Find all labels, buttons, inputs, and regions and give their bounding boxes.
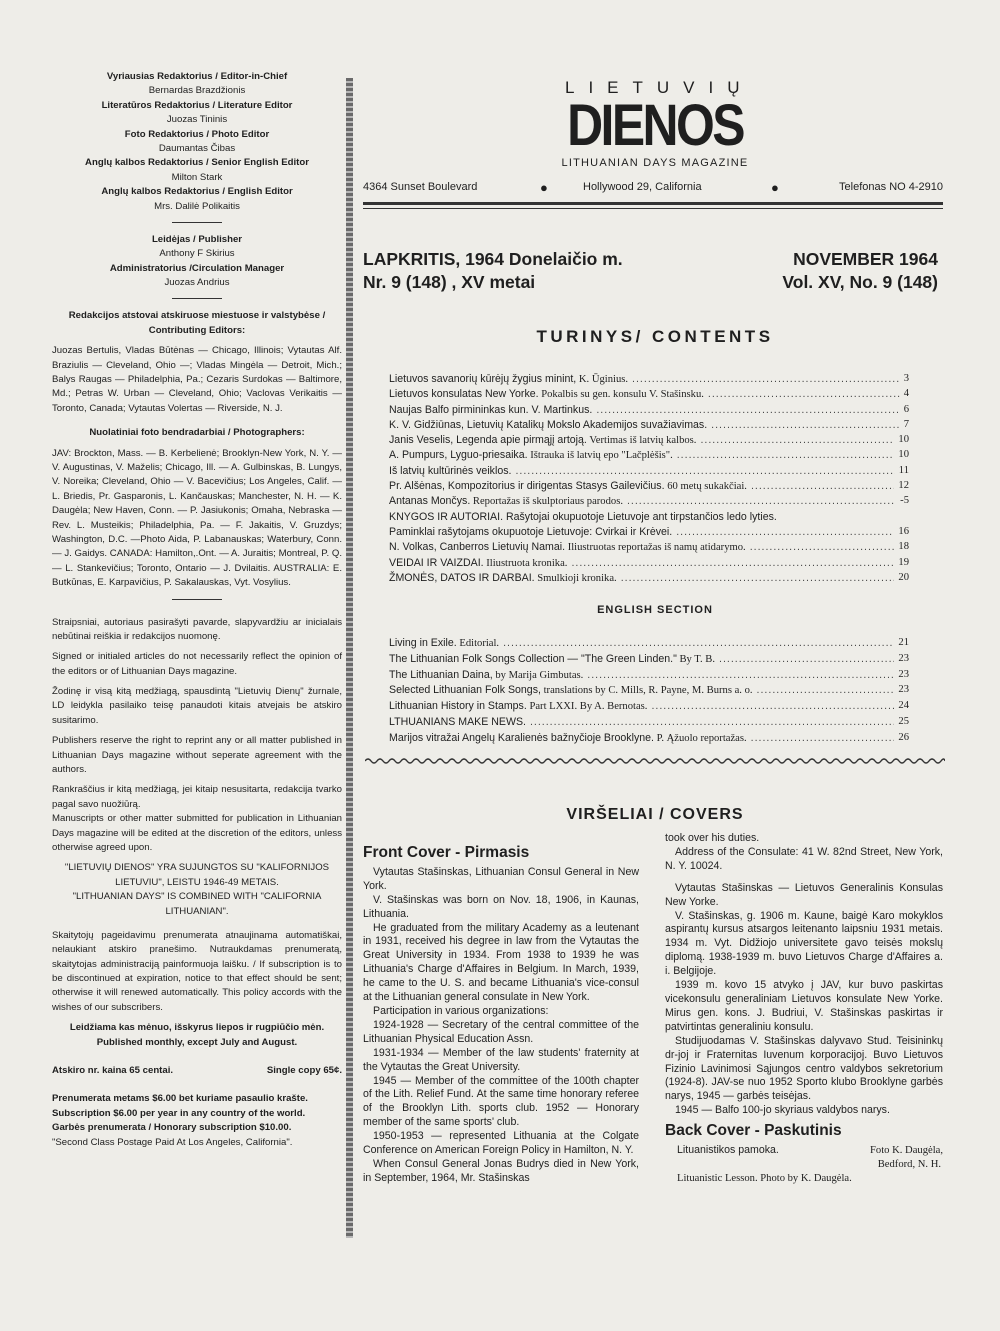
toc-dot-leader <box>700 433 894 448</box>
toc-entry <box>389 571 909 586</box>
toc-page-number: 23 <box>898 684 909 696</box>
toc-title-detail: Iliustruota kronika. <box>483 557 568 569</box>
toc-title-main: A. Pumpurs, Lyguo-priesaika. <box>389 449 528 462</box>
toc-title-detail: Iliustruotas reportažas iš namų atidarymo. <box>565 542 746 554</box>
consul-paragraph: V. Stašinskas, g. 1906 m. Kaune, baigė Karo mokyklos aspirantų kursus atsargos leitenanto laipsniu 1931 metais. 1934 m. Vyt. Didžiojo universitete gavo teisės mokslų diplomą. 1938-1939 m. buvo Lietuvos Charge d'Affaires a. i. Belgijoje. <box>665 909 943 978</box>
toc-title-detail: Vertimas iš latvių kalbos. <box>586 435 697 447</box>
toc-page-number: -5 <box>900 495 909 507</box>
toc-title-main: The Lithuanian Folk Songs Collection — "The Green Linden." <box>389 652 677 665</box>
toc-title-main: Paminklai rašytojams okupuotoje Lietuvoje: Cvirkai ir Krėvei. <box>389 525 673 538</box>
back-cover-caption-en: Lituanistic Lesson. Photo by K. Daugėla. <box>677 1172 852 1184</box>
toc-page-number: 4 <box>903 388 909 400</box>
front-cover-paragraph: 1931-1934 — Member of the law students' fraternity at the Vytautas the Great University. <box>363 1046 639 1073</box>
toc-page-number: 21 <box>898 637 909 648</box>
toc-title-main: The Lithuanian Daina, <box>389 668 493 681</box>
divider <box>172 222 222 223</box>
staff-name: Mrs. Dalilė Polikaitis <box>154 200 240 212</box>
toc-title-detail: By T. B. <box>676 653 716 665</box>
consul-paragraph: Address of the Consulate: 41 W. 82nd Street, New York, N. Y. 10024. <box>665 845 943 872</box>
front-cover-paragraph: He graduated from the military Academy as a leutenant in 1931, received his degree in law from the Vytautas the Great University in 1934. From 1938 to 1939 he was Lithuania's Charge d'Affaires in Belgium. In March, 1939, he came to the U. S. and became Lithuania's vice-consul at the Lithuanian general consulate in New York. <box>363 921 639 1004</box>
toc-title <box>389 668 583 684</box>
toc-title-detail: Pokalbis su gen. konsulu V. Stašinsku. <box>538 389 704 401</box>
issue-lt-date: LAPKRITIS, 1964 Donelaičio m. <box>363 249 623 269</box>
staff-name: Anthony F Skirius <box>159 248 235 260</box>
toc-entry <box>389 525 909 540</box>
front-cover-paragraph: 1924-1928 — Secretary of the central committee of the Lithuanian Physical Education Assn. <box>363 1018 639 1045</box>
english-section-title: ENGLISH SECTION <box>597 604 713 616</box>
toc-title-main: Lietuvos konsulatas New Yorke. <box>389 388 539 401</box>
toc-page-number: 26 <box>898 731 909 743</box>
note-signed-lt: Straipsniai, autoriaus pasirašyti pavarde, slapyvardžiu ar inicialais nebūtinai reiškia ir redakcijos nuomonę. <box>52 616 342 642</box>
staff-role: Anglų kalbos Redaktorius / Senior English Editor <box>85 157 309 169</box>
toc-title-detail: 60 metų sukakčiai. <box>664 481 747 493</box>
toc-page-number: 6 <box>903 403 909 415</box>
toc-entry <box>389 448 909 463</box>
toc-title <box>389 403 592 418</box>
front-cover-paragraph: 1950-1953 — represented Lithuania at the Colgate Conference on American Foreign Policy in Hamilton, N. Y. <box>363 1130 639 1157</box>
issue-lt-number: Nr. 9 (148) , XV metai <box>363 272 536 292</box>
toc-entry <box>389 683 909 699</box>
note-reprint-en: Publishers reserve the right to reprint any or all matter published in Lithuanian Days magazine without seperate agreement with the authors. <box>52 735 342 776</box>
phone-number: Telefonas NO 4-2910 <box>839 181 943 193</box>
note-manuscripts-en: Manuscripts or other matter submitted for publication in Lithuanian Days magazine will be edited at the discretion of the editors, unless otherwise agreed upon. <box>52 813 342 853</box>
toc-dot-leader <box>621 571 895 586</box>
toc-dot-leader <box>711 418 900 433</box>
toc-title-detail: K. Ūginius. <box>576 374 629 385</box>
front-cover-title: Front Cover - Pirmasis <box>363 844 530 861</box>
toc-title <box>389 387 704 402</box>
toc-title-main: Iš latvių kultūrinės veiklos. <box>389 464 512 477</box>
back-cover-caption-lt: Lituanistikos pamoka. <box>677 1144 779 1157</box>
publisher-list <box>52 233 342 291</box>
contents-list <box>389 372 909 586</box>
wavy-divider <box>365 755 945 767</box>
staff-role: Vyriausias Redaktorius / Editor-in-Chief <box>106 71 288 82</box>
issue-en-date: NOVEMBER 1964 <box>793 249 938 269</box>
editor-list <box>52 70 342 214</box>
toc-title-main: Antanas Mončys. <box>389 495 471 508</box>
contributing-editors-text: Juozas Bertulis, Vladas Būtėnas — Chicago, Illinois; Vytautas Alf. Braziulis — Cleveland, Ohio —; Vladas Mingėla — Detroit, Mich.; Balys Raugas — Philadelphia, Pa.; Cezaris Surdokas — Baltimore, Md.; Petras W. Urban — Cleveland, Ohio; Vaclovas Verikaitis — Toronto, Canada; Vytautas Volertas — Riverside, N. J. <box>52 345 342 414</box>
staff-name: Daumantas Čibas <box>158 142 236 154</box>
consul-paragraph: Vytautas Stašinskas — Lietuvos Generalinis Konsulas New Yorke. <box>665 881 943 908</box>
contributing-editors-title: Redakcijos atstovai atskiruose miestuose ir valstybėse / Contributing Editors: <box>68 310 326 336</box>
front-cover-paragraph: When Consul General Jonas Budrys died in New York, in September, 1964, Mr. Stašinskas <box>363 1157 639 1184</box>
staff-name: Milton Stark <box>171 171 223 183</box>
toc-title <box>389 699 647 715</box>
toc-title-main: Lithuanian History in Stamps. <box>389 700 527 713</box>
masthead-staff-column <box>52 70 342 1150</box>
toc-title <box>389 494 623 509</box>
right-cover-column <box>665 832 943 1186</box>
back-cover-credit <box>665 1144 943 1158</box>
issue-en <box>700 248 938 294</box>
covers-title: VIRŠELIAI / COVERS <box>566 806 744 823</box>
toc-title-detail: by Marija Gimbutas. <box>492 669 584 681</box>
toc-title-main: ŽMONĖS, DATOS IR DARBAI. <box>389 571 535 584</box>
toc-entry <box>389 668 909 684</box>
consul-paragraph: Studijuodamas V. Stašinskas dalyvavo Stud. Teisininkų dr-joj ir Fraternitas Iuvenum korporacijoj. Buvo Lietuvos Fizinio Lavinimosi Sąjungos centro valdybos sekretorium (1924-8). JAV-se nuo 1952 Sporto klubo Brooklyne garbės narys, 1945 — garbės teisėjas. <box>665 1034 943 1103</box>
bullet-icon: ● <box>540 180 548 195</box>
toc-title-detail: Smulkioji kronika. <box>534 572 617 584</box>
photographers-text: JAV: Brockton, Mass. — B. Kerbelienė; Brooklyn-New York, N. Y. — V. Augustinas, V. Maželis; Chicago, Ill. — A. Gulbinskas, B. Lungys, V. Noreika; Cleveland, Ohio — V. Bacevičius; Los Angeles, Calif. — L. Briedis, Pr. Gasparonis, L. Kančauskas; Manchester, N. H. — K. Daugėla; New Haven, Conn. — P. Jasiukonis; Omaha, Nebraska — Rev. L. Musteikis; Philadelphia, Pa. — F. Jakaitis, V. Gruzdys; Washington, D.C. —Photo Aida, P. Labanauskas; Waterbury, Conn. — J. Gaidys. CANADA: Hamilton,.Ont. — A. Juraitis; Montreal, P. Q. — L. Stankevičius; Toronto, Ontario — J. Dvilaitis. AUSTRALIA: E. Butkūnas, E. Karpavičius, P. Sakalauskas, Vyt. Vosylius. <box>52 447 342 589</box>
toc-page-number: 20 <box>898 571 909 583</box>
single-copy-en: Single copy 65¢. <box>266 1065 342 1077</box>
note-reprint-lt: Žodinę ir visą kitą medžiagą, spausdintą "Lietuvių Dienų" žurnale, LD leidykla pasilaiko teisę panaudoti kitais atvejais be atskiro susitarimo. <box>52 686 342 726</box>
toc-title-main: N. Volkas, Canberros Lietuvių Namai. <box>389 541 566 554</box>
toc-dot-leader <box>587 668 894 684</box>
staff-role: Anglų kalbos Redaktorius / English Editor <box>101 186 293 198</box>
masthead-rule <box>363 202 943 205</box>
note-manuscripts-lt: Rankraščius ir kitą medžiagą, jei kitaip nesusitarta, redakcija tvarko pagal savo nuožiūrą. <box>52 784 342 810</box>
price-line-1: Prenumerata metams $6.00 bet kuriame pasaulio krašte. <box>52 1093 308 1105</box>
toc-dot-leader <box>515 464 894 479</box>
toc-page-number: 3 <box>903 373 909 384</box>
note-signed-en: Signed or initialed articles do not necessarily reflect the opinion of the editors or of Lithuanian Days magazine. <box>52 651 342 677</box>
toc-page-number: 10 <box>898 434 909 446</box>
back-cover-photo-lt: Foto K. Daugėla, <box>870 1145 943 1157</box>
consul-paragraph: 1939 m. kovo 15 atvyko į JAV, kur buvo paskirtas vicekonsulu generaliniam Lietuvos konsulate New Yorke. Mirus gen. kons. J. Budriui, V. Stašinskas paskirtas ir patvirtintas generaliniu konsulu. <box>665 979 943 1033</box>
front-cover-text <box>363 866 639 1186</box>
toc-title-main: Living in Exile. <box>389 637 457 649</box>
toc-title <box>389 731 747 747</box>
front-cover-paragraph: 1945 — Member of the committee of the 100th chapter of the Lith. Relief Fund. At the same time honorary referee of the Brooklyn Lith. sports club. 1952 — Honorary member of the same sports' club. <box>363 1074 639 1129</box>
staff-name: Juozas Andrius <box>164 277 230 289</box>
toc-title-main: LTHUANIANS MAKE NEWS. <box>389 715 526 728</box>
photographers-title: Nuolatiniai foto bendradarbiai / Photographers: <box>89 427 305 439</box>
toc-entry <box>389 494 909 509</box>
toc-entry <box>389 636 909 652</box>
toc-dot-leader <box>503 636 894 652</box>
toc-title <box>389 652 715 668</box>
toc-entry <box>389 556 909 571</box>
front-cover-paragraph: Vytautas Stašinskas, Lithuanian Consul General in New York. <box>363 865 639 892</box>
masthead-lietuviu: LIETUVIŲ <box>565 78 754 97</box>
column-divider <box>346 78 353 1238</box>
toc-title <box>389 479 747 494</box>
consul-paragraph: took over his duties. <box>665 832 760 844</box>
monthly-en: Published monthly, except July and August. <box>96 1036 298 1048</box>
front-cover-paragraph: V. Stašinskas was born on Nov. 18, 1906, in Kaunas, Lithuania. <box>363 893 639 920</box>
toc-title-detail: Editorial. <box>456 638 500 649</box>
toc-entry <box>389 372 909 387</box>
toc-title <box>389 510 777 525</box>
toc-page-number: 10 <box>898 449 909 461</box>
toc-page-number: 18 <box>898 541 909 553</box>
staff-name: Juozas Tininis <box>166 114 228 126</box>
toc-title <box>389 525 672 540</box>
toc-title-main: Lietuvos savanorių kūrėjų žygius minint, <box>389 373 577 385</box>
toc-dot-leader <box>530 715 894 731</box>
toc-entry <box>389 464 909 479</box>
staff-role: Foto Redaktorius / Photo Editor <box>124 128 270 140</box>
toc-title-detail: Ištrauka iš latvių epo "Lačplėšis". <box>527 450 673 462</box>
merge-note-en: "LITHUANIAN DAYS" IS COMBINED WITH "CALIFORNIA LITHUANIAN". <box>72 891 322 917</box>
toc-title <box>389 433 696 448</box>
merge-note-lt: "LIETUVIŲ DIENOS" YRA SUJUNGTOS SU "KALIFORNIJOS LIETUVIU", LEISTU 1946-49 METAIS. <box>64 862 330 888</box>
toc-title <box>389 464 511 479</box>
toc-page-number: 24 <box>898 700 909 712</box>
issue-lt <box>363 248 623 294</box>
subscription-note: Skaitytojų pageidavimu prenumerata atnaujinama automatiškai, nelaukiant atskiro pranešimo. Nutraukdamas prenumeratą, skaitytojas administraciją painformuoja laišku. / If subscription is to be discontinued at expiration, notice to that effect should be sent; otherwise it will renewed automatically. This policy accords with the wishes of our subscribers. <box>52 929 342 1013</box>
front-cover-paragraph: Participation in various organizations: <box>373 1004 549 1017</box>
toc-dot-leader <box>627 494 896 509</box>
toc-entry <box>389 418 909 433</box>
toc-entry <box>389 479 909 494</box>
price-line-2: Subscription $6.00 per year in any country of the world. <box>52 1107 306 1119</box>
toc-page-number: 12 <box>898 480 909 492</box>
toc-title-main: Selected Lithuanian Folk Songs, <box>389 684 541 697</box>
toc-dot-leader <box>571 556 894 571</box>
toc-entry <box>389 510 909 525</box>
toc-page-number: 7 <box>903 418 909 430</box>
price-line-3: Garbės prenumerata / Honorary subscription $10.00. <box>52 1122 292 1134</box>
toc-page-number: 23 <box>898 652 909 664</box>
issue-en-volume: Vol. XV, No. 9 (148) <box>782 272 938 292</box>
toc-entry <box>389 731 909 747</box>
toc-entry <box>389 540 909 555</box>
toc-dot-leader <box>708 387 900 402</box>
toc-page-number: 19 <box>898 556 909 568</box>
divider <box>172 298 222 299</box>
toc-dot-leader <box>757 683 895 699</box>
contents-title: TURINYS/ CONTENTS <box>536 327 774 346</box>
toc-title-detail: Reportažas iš skulptoriaus parodos. <box>470 496 623 508</box>
toc-page-number: 23 <box>898 668 909 680</box>
toc-title <box>389 448 673 463</box>
toc-title-main: K. V. Gidžiūnas, Lietuvių Katalikų Mokslo Akademijos suvažiavimas. <box>389 418 708 431</box>
staff-role: Administratorius /Circulation Manager <box>109 262 285 274</box>
toc-title <box>389 556 567 571</box>
back-cover-place: Bedford, N. H. <box>877 1158 941 1170</box>
monthly-lt: Leidžiama kas mėnuo, išskyrus liepos ir rugpiūčio mėn. <box>69 1022 325 1034</box>
toc-dot-leader <box>750 540 895 555</box>
toc-dot-leader <box>751 731 895 747</box>
toc-entry <box>389 699 909 715</box>
masthead-dienos-logo: DIENOS <box>567 93 743 158</box>
toc-dot-leader <box>651 699 894 715</box>
toc-page-number: 11 <box>898 464 909 476</box>
consul-paragraph: 1945 — Balfo 100-jo skyriaus valdybos narys. <box>675 1104 890 1117</box>
staff-role: Literatūros Redaktorius / Literature Editor <box>101 99 293 111</box>
toc-title <box>389 372 628 387</box>
toc-title-main: KNYGOS IR AUTORIAI. Rašytojai okupuotoje Lietuvoje ant tirpstančios ledo lyties. <box>389 510 777 523</box>
toc-entry <box>389 715 909 731</box>
masthead-subtitle: LITHUANIAN DAYS MAGAZINE <box>561 157 749 169</box>
toc-title <box>389 715 526 731</box>
toc-title <box>389 571 617 586</box>
city-address: Hollywood 29, California <box>583 181 702 193</box>
toc-dot-leader <box>719 652 894 668</box>
toc-title-detail: Part LXXI. By A. Bernotas. <box>526 701 648 713</box>
toc-title <box>389 636 499 652</box>
toc-dot-leader <box>596 403 899 418</box>
staff-role: Leidėjas / Publisher <box>151 233 243 245</box>
toc-title-detail: translations by C. Mills, R. Payne, M. Burns a. o. <box>540 685 753 697</box>
toc-title-main: Naujas Balfo pirmininkas kun. V. Martinkus. <box>389 403 593 416</box>
toc-dot-leader <box>676 525 894 540</box>
toc-dot-leader <box>751 479 894 494</box>
toc-title <box>389 683 753 699</box>
toc-title <box>389 418 707 433</box>
front-cover-column <box>363 846 639 1186</box>
toc-title-main: Pr. Alšėnas, Kompozitorius ir dirigentas Stasys Gailevičius. <box>389 480 665 493</box>
toc-title-detail: P. Ąžuolo reportažas. <box>653 732 747 744</box>
toc-dot-leader <box>677 448 895 463</box>
toc-title-main: Janis Veselis, Legenda apie pirmąjį artoją. <box>389 434 587 447</box>
toc-entry <box>389 403 909 418</box>
single-copy-row <box>52 1064 342 1078</box>
english-contents-list <box>389 636 909 747</box>
toc-entry <box>389 652 909 668</box>
street-address: 4364 Sunset Boulevard <box>363 181 478 193</box>
staff-name: Bernardas Brazdžionis <box>148 85 246 97</box>
consul-bio-lt <box>665 832 943 1118</box>
bullet-icon: ● <box>771 180 779 195</box>
toc-title <box>389 540 746 555</box>
toc-entry <box>389 387 909 402</box>
divider <box>172 599 222 600</box>
toc-title-main: Marijos vitražai Angelų Karalienės bažnyčioje Brooklyne. <box>389 731 654 744</box>
masthead-rule-thin <box>363 208 943 209</box>
back-cover-title: Back Cover - Paskutinis <box>665 1122 842 1140</box>
toc-page-number: 16 <box>898 525 909 537</box>
single-copy-lt: Atskiro nr. kaina 65 centai. <box>52 1065 174 1077</box>
toc-entry <box>389 433 909 448</box>
toc-dot-leader <box>632 372 900 387</box>
toc-title-main: VEIDAI IR VAIZDAI. <box>389 556 484 569</box>
postage-note: "Second Class Postage Paid At Los Angeles, California". <box>52 1136 293 1148</box>
toc-page-number: 25 <box>898 715 909 727</box>
